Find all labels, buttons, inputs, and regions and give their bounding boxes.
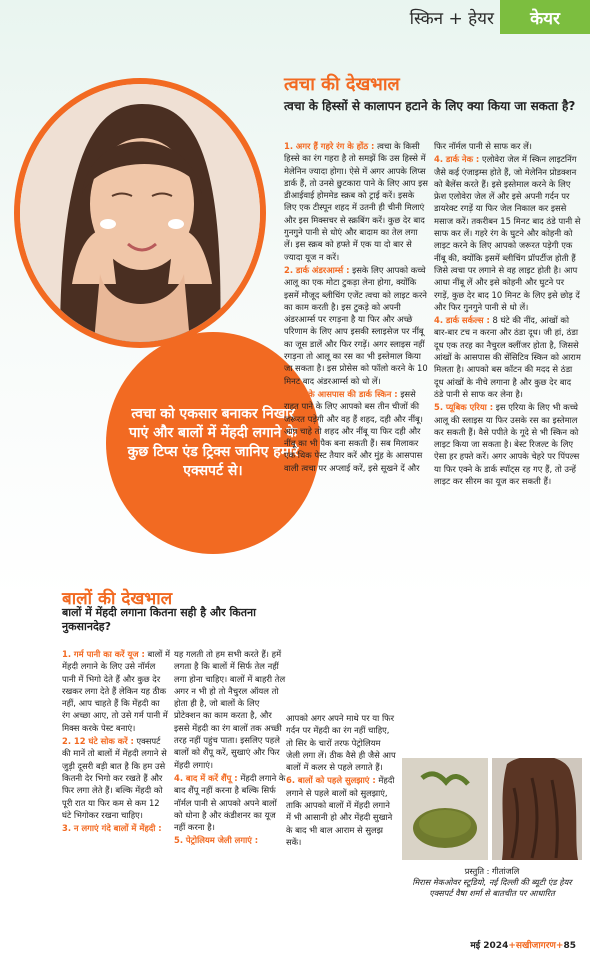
tip-paragraph: [284, 140, 428, 263]
woman-portrait-image: [14, 78, 266, 348]
footer-separator: +: [555, 941, 564, 951]
category-tab-label: केयर: [530, 8, 560, 29]
tip-heading: 1. गर्म पानी का करें यूज :: [62, 649, 145, 659]
tip-text: मेंहदी लगाने से पहले बालों को सुलझाएं, ताकि आपको बालों में मेंहदी लगाने में भी आसानी हो और मेंहदी सुखाने के बाद भी बाल आराम से सुलझ सकें।: [286, 775, 395, 847]
hair-column-1: [62, 648, 170, 835]
issue-date: मई 2024: [470, 941, 509, 951]
credit-author: प्रस्तुति : गीतांजलि: [464, 866, 520, 876]
hair-care-heading: बालों की देखभाल: [62, 589, 173, 609]
tip-text: यह गलती तो हम सभी करते हैं। हमें लगता है कि बालों में सिर्फ तेल नहीं लगा होना चाहिए। बालों में बाहरी तेल अगर न भी हो तो नैचुरल ऑयल तो होता ही है, जो बालों के लिए प्रोटेक्शन का काम करता है, और इससे मेंहदी का रंग बालों तक अच्छी तरह नहीं पहुंच पाता। इसलिए पहले बालों को शैंपू करें, सुखाएं और फिर मेंहदी लगाएं।: [174, 649, 286, 770]
tip-heading: 5. पेट्रोलियम जेली लगाएं :: [174, 835, 259, 846]
tip-text: 8 घंटे की नींद, आंखों को बार-बार टच न करना और ठंडा दूध। जी हां, ठंडा दूध एक तरह का नैचुरल क्लींजर होता है, जिससे आंखों के आसपास की सेंसिटिव स्किन को आराम मिलता है। आपको बस कॉटन की मदद से ठंडा दूध आंखों के नीचे लगाना है और कुछ देर बाद ठंडे पानी से साफ कर लेना है।: [434, 315, 581, 399]
tip-text: त्वचा के किसी हिस्से का रंग गहरा है तो समझें कि उस हिस्से में मेलेनिन ज्यादा होगा। ऐसे में अगर आपके लिप्स डार्क हैं, तो उनसे छुटकारा पाने के लिए आप इस डीआईवाई होममेड स्क्रब को ट्राई करें। इसके लिए एक टीस्पून शहद में उतनी ही चीनी मिलाएं और इस मिक्सचर से स्क्रबिंग करें। कुछ देर बाद गुनगुने पानी से धोएं और बादाम का तेल लगा लें। इस स्क्रब को हफ्ते में एक या दो बार से ज्यादा यूज न करें।: [284, 141, 428, 262]
hair-care-subheading: बालों में मेंहदी लगाना कितना सही है और कितना नुकसानदेह?: [62, 606, 256, 633]
tip-text: इस एरिया के लिए भी कच्चे आलू की स्लाइस या फिर उसके रस का इस्तेमाल कर सकती हैं। वैसे पपीते के गूदे से भी स्किन को लाइट किया जा सकता है। बेस्ट रिजल्ट के लिए ऐसा हर हफ्ते करें। अगर आपके चेहरे पर पिंपल्स या फिर एक्ने के डार्क स्पॉट्स रह गए हैं, तो उन्हें लाइट कर सीरम का यूज कर सकती हैं।: [434, 402, 580, 487]
category-tab: [500, 0, 590, 34]
tip-heading: 2. 12 घंटे सोक करें :: [62, 736, 134, 747]
tip-text: बालों में मेंहदी लगाने के लिए उसे नॉर्मल पानी में भिगो देते हैं और कुछ देर रखकर लगा देते हैं लेकिन यह ठीक नहीं, आप चाहते हैं कि मेंहदी का रंग अच्छा आए, तो उसे गर्म पानी में मिक्स करके पेस्ट बनाएं।: [62, 649, 170, 733]
tip-paragraph: [284, 264, 428, 387]
tip-paragraph: [286, 712, 396, 773]
tip-paragraph: [286, 774, 396, 848]
hair-column-3: [286, 712, 396, 849]
tip-heading: 4. डार्क नेक :: [434, 154, 480, 165]
intro-callout-text: त्वचा को एकसार बनाकर निखार पाएं और बालों में मेंहदी लगाने के कुछ टिप्स एंड ट्रिक्स जानिए हमारे एक्सपर्ट से।: [127, 406, 299, 479]
tip-heading: 3. मुंह के आसपास की डार्क स्किन :: [284, 388, 398, 399]
tip-paragraph: [62, 822, 170, 834]
footer-separator: +: [508, 941, 516, 951]
credit-description: मिरास मेकओवर स्टूडियो, नई दिल्ली की ब्यूटी एंड हेयर एक्सपर्ट वैषा शर्मा से बातचीत पर आधारित: [412, 877, 572, 898]
tip-text: इससे राहत पाने के लिए आपको बस तीन चीजों की जरूरत पड़ेगी और वह हैं शहद, दही और नींबू। आप चाहे तो शहद और नींबू या फिर दही और नींबू का भी पैक बना सकती हैं। सब मिलाकर एक थिक पेस्ट तैयार करें और मुंह के आसपास वाली त्वचा पर अप्लाई करें, इसे सूखने दें और: [284, 388, 423, 473]
tip-text: एक्सपर्ट की मानें तो बालों में मेंहदी लगाने से जुड़ी दूसरी बड़ी बात है कि हम उसे कितनी देर भिगो कर रखते हैं और फिर लगा लेते हैं। बल्कि मेंहदी को पूरी रात या फिर कम से कम 12 घंटे भिगोकर रखना चाहिए।: [62, 736, 167, 820]
tip-heading: 6. बालों को पहले सुलझाएं :: [286, 775, 376, 786]
tip-paragraph: [284, 388, 428, 474]
tip-paragraph: [174, 834, 286, 846]
tip-paragraph: [62, 648, 170, 734]
tip-heading: 5. प्यूबिक एरिया :: [434, 402, 494, 413]
tip-heading: 1. अगर हैं गहरे रंग के होंठ :: [284, 141, 375, 151]
tip-paragraph: [434, 401, 582, 487]
skin-care-heading: त्वचा की देखभाल: [284, 74, 400, 95]
section-label: स्किन + हेयर: [409, 9, 494, 29]
tip-text: आपको अगर अपने माथे पर या फिर गर्दन पर मेंहदी का रंग नहीं चाहिए, तो सिर के चारों तरफ पेट्रोलियम जेली लगा लें। ठीक वैसे ही जैसे आप बालों में कलर से पहले लगाते हैं।: [286, 713, 396, 773]
tip-heading: 2. डार्क अंडरआर्म्स :: [284, 264, 350, 275]
henna-and-hair-photos: [402, 758, 582, 860]
tip-paragraph: [434, 314, 582, 400]
tip-paragraph: [434, 140, 582, 152]
tip-heading: 4. डार्क सर्कल्स :: [434, 315, 490, 326]
tip-paragraph: [174, 772, 286, 833]
credit-block: [404, 866, 580, 899]
skin-column-2: [434, 140, 582, 488]
tip-heading: 4. बाद में करें शैंपू :: [174, 772, 238, 783]
hair-column-2: [174, 648, 286, 848]
tip-text: एलोवेरा जेल में स्किन लाइटनिंग जैसे कई एंजाइम्स होते हैं, जो मेलेनिन प्रोडक्शन को बैलेंस करते हैं। इसे इस्तेमाल करने के लिए फ्रेश एलोवेरा जेल लें और इसे अपनी गर्दन पर डायरेक्ट रगड़ें या फिर जेल निकाल कर इससे मसाज करें। तकरीबन 15 मिनट बाद ठंडे पानी से साफ कर लें। गहरे रंग के घुटने और कोहनी को लाइट करने के लिए आपको जरूरत पड़ेगी एक नींबू की, क्योंकि इसमें ब्लीचिंग प्रॉपर्टीज होती हैं जिसे त्वचा पर लगाने से वह लाइट होती है। आप आधा नींबू लें और इसे कोहनी और घुटने पर रगड़ें, कुछ देर बाद 10 मिनट के लिए इसे छोड़ दें और फिर गुनगुने पानी से धो लें।: [434, 154, 581, 312]
tip-paragraph: [434, 153, 582, 313]
tip-paragraph: [174, 648, 286, 771]
tip-text: फिर नॉर्मल पानी से साफ कर लें।: [434, 141, 532, 151]
skin-column-1: [284, 140, 428, 475]
magazine-brand: सखीजागरण: [515, 941, 556, 951]
page-footer: [470, 938, 576, 951]
page-header: [0, 0, 590, 34]
skin-care-subheading: त्वचा के हिस्सों से कालापन हटाने के लिए क्या किया जा सकता है?: [284, 99, 576, 113]
tip-text: मेंहदी लगाने के बाद शैंपू नहीं करना है बल्कि सिर्फ नॉर्मल पानी से आपको अपने बालों को धोना है और कंडीशनर का यूज नहीं करना है।: [174, 772, 286, 833]
tip-text: इसके लिए आपको कच्चे आलू का एक मोटा टुकड़ा लेना होगा, क्योंकि इसमें मौजूद ब्लीचिंग एजेंट त्वचा को लाइट करने का काम करती है। इस टुकड़े को अपनी अंडरआर्म्स पर रगड़ना है या फिर और अच्छे परिणाम के लिए आप इसकी स्लाइसेज पर नींबू का जूस डालें और फिर रगड़ें। अगर स्लाइस नहीं रगड़ना तो आलू का रस का भी इस्तेमाल किया जा सकता है। इस प्रोसेस को फॉलो करने के 10 मिनट बाद अंडरआर्म्स को धो लें।: [284, 264, 428, 386]
tip-paragraph: [62, 735, 170, 821]
tip-heading: 3. न लगाएं गंदे बालों में मेंहदी :: [62, 823, 162, 834]
page-number: 85: [563, 941, 576, 951]
